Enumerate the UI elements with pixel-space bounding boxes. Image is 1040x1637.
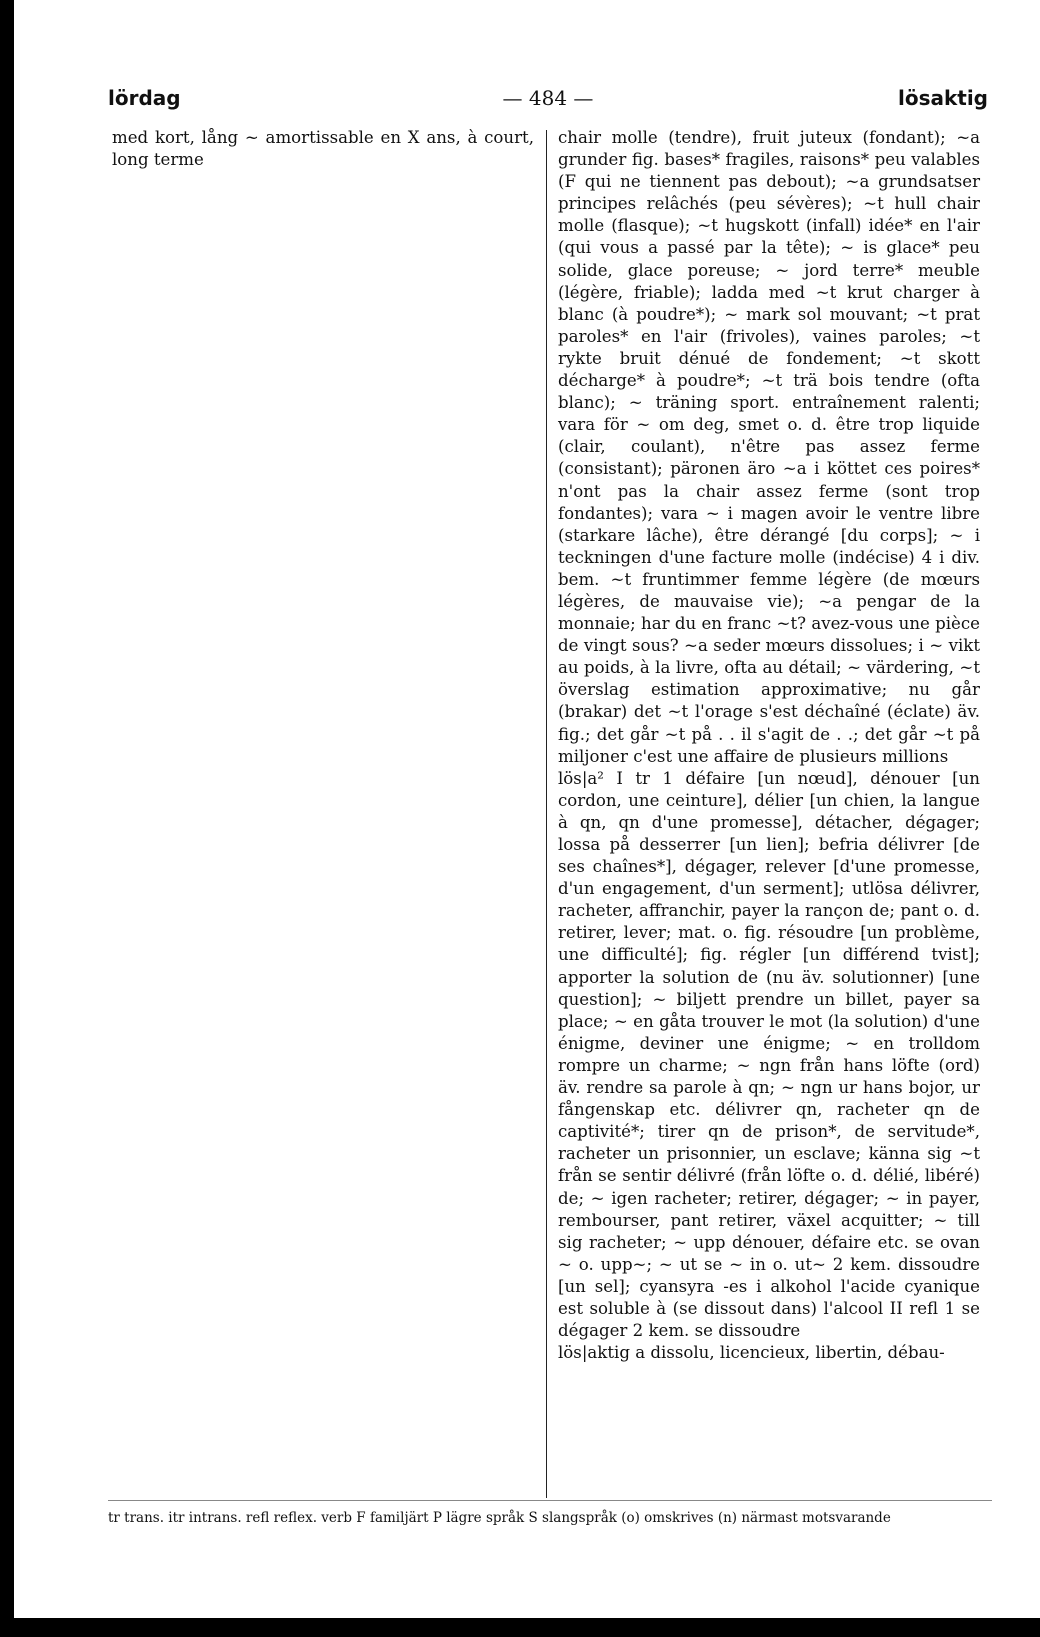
guide-word-left: lördag [108,86,181,110]
guide-word-right: lösaktig [897,86,988,110]
page-header [108,86,988,120]
abbreviation-footnote: tr trans. itr intrans. refl reflex. verb F familjärt P lägre språk S slangspråk (o) omskrives (n) närmast motsvarande [108,1510,891,1526]
dictionary-entry: lös|a² I tr 1 défaire [un nœud], dénouer [un cordon, une ceinture], délier [un chien, la langue à qn, qn d'une promesse], détacher, dégager; lossa på desserrer [un lien]; befria délivrer [de ses chaînes*], dégager, relever [d'une promesse, d'un engagement, d'un serment]; utlösa délivrer, racheter, affranchir, payer la rançon de; pant o. d. retirer, lever; mat. o. fig. résoudre [un problème, une difficulté]; fig. régler [un différend tvist]; apporter la solution de (nu äv. solutionner) [une question]; ~ biljett prendre un billet, payer sa place; ~ en gåta trouver le mot (la solution) d'une énigme, deviner une énigme; ~ en trolldom rompre un charme; ~ ngn från hans löfte (ord) äv. rendre sa parole à qn; ~ ngn ur hans bojor, ur fångenskap etc. délivrer qn, racheter qn de captivité*; tirer qn de prison*, de servitude*, racheter un prisonnier, un esclave; känna sig ~t från se sentir délivré (från löfte o. d. délié, libéré) de; ~ igen racheter; retirer, dégager; ~ in payer, rembourser, pant retirer, växel acquitter; ~ till sig racheter; ~ upp dénouer, défaire etc. se ovan ~ o. upp~; ~ ut se ~ in o. ut~ 2 kem. dissoudre [un sel]; cyansyra -es i alkohol l'acide cyanique est soluble à (se dissout dans) l'alcool II refl 1 se dégager 2 kem. se dissoudre [558,768,980,1341]
dictionary-entry: chair molle (tendre), fruit juteux (fondant); ~a grunder fig. bases* fragiles, raisons* peu valables (F qui ne tiennent pas debout); ~a grundsatser principes relâchés (peu sévères); ~t hull chair molle (flasque); ~t hugskott (infall) idée* en l'air (qui vous a passé par la tête); ~ is glace* peu solide, glace poreuse; ~ jord terre* meuble (légère, friable); ladda med ~t krut charger à blanc (à poudre*); ~ mark sol mouvant; ~t prat paroles* en l'air (frivoles), vaines paroles; ~t rykte bruit dénué de fondement; ~t skott décharge* à poudre*; ~t trä bois tendre (ofta blanc); ~ träning sport. entraînement ralenti; vara för ~ om deg, smet o. d. être trop liquide (clair, coulant), n'être pas assez ferme (consistant); päronen äro ~a i köttet ces poires* n'ont pas la chair assez ferme (sont trop fondantes); vara ~ i magen avoir le ventre libre (starkare lâche), être dérangé [du corps]; ~ i teckningen d'une facture molle (indécise) 4 i div. bem. ~t fruntimmer femme légère (de mœurs légères, de mauvaise vie); ~a pengar de la monnaie; har du en franc ~t? avez-vous une pièce de vingt sous? ~a seder mœurs dissolues; i ~ vikt au poids, à la livre, ofta au détail; ~ värdering, ~t överslag estimation approximative; nu går (brakar) det ~t l'orage s'est déchaîné (éclate) äv. fig.; det går ~t på . . il s'agit de . .; det går ~t på miljoner c'est une affaire de plusieurs millions [558,128,980,766]
dictionary-entry: med kort, lång ~ amortissable en X ans, à court, long terme [112,128,534,170]
scan-edge [0,0,14,1637]
scan-bottom-edge [0,1618,1040,1637]
left-column [112,127,534,171]
dictionary-entry: lös|aktig a dissolu, licencieux, libertin, débau- [558,1343,945,1363]
column-divider [546,130,547,1498]
page-number: — 484 — [502,86,594,110]
footnote-rule [108,1500,992,1501]
right-column [558,127,980,1364]
